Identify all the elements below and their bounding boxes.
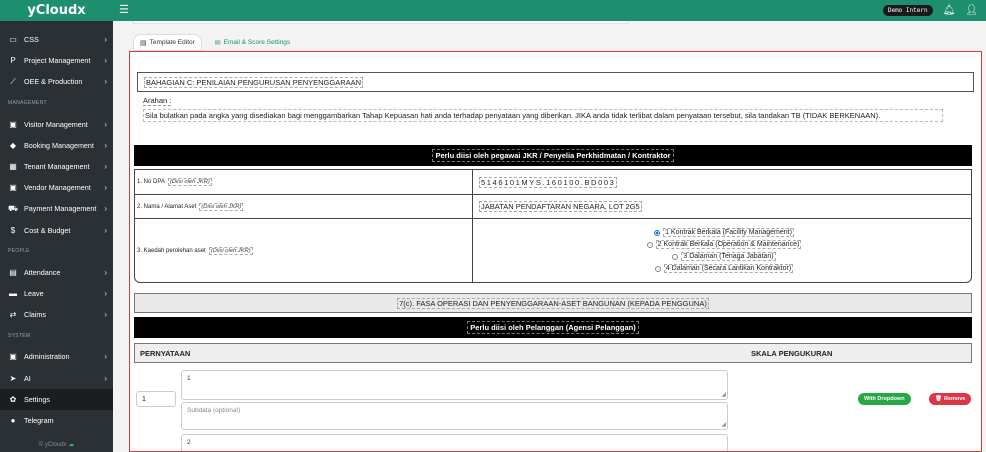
sidebar-item-oee-production[interactable] — [0, 71, 113, 92]
statement-header-row — [134, 343, 972, 363]
sidebar-item-label: Telegram — [24, 415, 54, 425]
jkr-header-text[interactable]: Perlu diisi oleh pegawai JKR / Penyelia Perkhidmatan / Kontraktor — [432, 149, 673, 162]
next-question-text: 2 — [187, 439, 191, 446]
asset-value[interactable]: JABATAN PENDAFTARAN NEGARA, LOT 2G5 — [481, 202, 640, 211]
radio-button[interactable] — [672, 254, 678, 260]
sidebar-item-leave[interactable] — [0, 283, 113, 304]
sidebar-item-telegram[interactable] — [0, 410, 113, 431]
sidebar-item-payment-management[interactable] — [0, 198, 113, 219]
method-option-radio[interactable] — [654, 228, 794, 237]
question-text-input[interactable] — [181, 370, 728, 400]
radio-button[interactable] — [654, 230, 660, 236]
nav-section-label: PEOPLE — [8, 248, 30, 255]
sidebar-nav — [0, 21, 113, 431]
chevron-right-icon: › — [104, 267, 107, 277]
sidebar-item-label: Cost & Budget — [24, 225, 71, 235]
table-row — [135, 170, 971, 195]
nav-section-label: MANAGEMENT — [8, 100, 47, 107]
col-statement: PERNYATAAN — [140, 348, 191, 358]
tag-icon: ◆ — [9, 140, 17, 150]
subdata-input[interactable] — [181, 402, 728, 430]
chevron-right-icon: › — [104, 35, 107, 45]
sidebar-item-label: Settings — [24, 394, 50, 404]
address-card-icon: ▣ — [9, 183, 17, 193]
chevron-right-icon: › — [104, 352, 107, 362]
monitor-icon: ▭ — [9, 35, 17, 45]
user-icon[interactable]: 👤︎ — [965, 5, 978, 16]
chevron-right-icon: › — [104, 56, 107, 66]
project-icon: P — [10, 56, 16, 66]
template-frame — [129, 51, 982, 452]
asset-label: 2. Nama / Alamat Aset — [137, 203, 197, 210]
sidebar-item-attendance[interactable] — [0, 262, 113, 283]
asset-note: (Diisi oleh JKR) — [201, 203, 242, 210]
sidebar-item-vendor-management[interactable] — [0, 177, 113, 198]
dpa-label-cell — [135, 170, 473, 194]
bell-icon[interactable]: 🔔︎ — [942, 5, 956, 16]
brand-logo[interactable]: yCloudx — [0, 0, 113, 21]
method-note: (Diisi oleh JKR) — [210, 247, 251, 254]
sidebar-item-label: Leave — [24, 288, 44, 298]
sidebar-item-booking-management[interactable] — [0, 135, 113, 156]
sidebar-item-claims[interactable] — [0, 304, 113, 325]
tab-label: Template Editor — [149, 39, 195, 46]
user-name-badge[interactable]: Demo Intern — [883, 5, 933, 16]
top-strip — [133, 21, 628, 24]
chevron-right-icon: › — [104, 119, 107, 129]
radio-label: 1 Kontrak Berkala (Facility Management) — [665, 229, 792, 236]
topbar — [113, 0, 986, 21]
resize-handle-icon[interactable]: ◢ — [721, 392, 726, 398]
sidebar-item-cost-budget[interactable] — [0, 220, 113, 241]
radio-label: 3 Dalaman (Tenaga Jabatan) — [683, 253, 774, 260]
arahan-label[interactable] — [143, 96, 171, 105]
remove-label: Remove — [943, 396, 966, 402]
chevron-right-icon: › — [104, 225, 107, 235]
asset-value-cell — [473, 195, 971, 218]
chevron-right-icon: › — [104, 310, 107, 320]
chevron-right-icon: › — [104, 183, 107, 193]
customer-header-text[interactable]: Perlu diisi oleh Pelanggan (Agensi Pelanggan) — [467, 321, 638, 334]
method-option-radio[interactable] — [672, 252, 775, 261]
question-number-input[interactable]: 1 — [136, 391, 176, 407]
dpa-label: 1. No DPA — [137, 179, 165, 185]
tab-label: Email & Score Settings — [223, 39, 291, 46]
hamburger-icon[interactable]: ☰ — [119, 4, 129, 16]
method-option-radio[interactable] — [647, 240, 802, 249]
chevron-right-icon: › — [104, 162, 107, 172]
chart-line-icon: ⟋ — [10, 76, 16, 86]
sidebar-item-label: Booking Management — [24, 140, 94, 150]
trash-icon: 🗑︎ — [935, 396, 942, 402]
sidebar-item-label: Claims — [24, 310, 46, 320]
phase-title-text[interactable]: 7(c). FASA OPERASI DAN PENYENGGARAAN-ASET BANGUNAN (KEPADA PENGGUNA) — [399, 298, 707, 308]
main-content — [113, 21, 986, 452]
nav-section-label: SYSTEM — [8, 332, 31, 339]
section-title-text: BAHAGIAN C: PENILAIAN PENGURUSAN PENYENGGARAAN — [146, 77, 362, 87]
chevron-right-icon: › — [104, 140, 107, 150]
id-card-icon: ▣ — [9, 119, 17, 129]
paper-plane-icon: ➤ — [9, 373, 17, 383]
building-icon: ▦ — [9, 162, 17, 172]
method-label: 3. Kaedah perolehan aset — [137, 247, 206, 254]
method-label-cell — [135, 219, 473, 282]
editor-tabs — [133, 34, 303, 51]
resize-handle-icon[interactable]: ◢ — [721, 422, 726, 428]
sidebar-item-label: Project Management — [24, 56, 91, 66]
sidebar — [0, 0, 113, 452]
cart-icon: ⛟ — [8, 203, 19, 213]
sidebar-item-label: Vendor Management — [24, 183, 91, 193]
instruction-text[interactable]: Sila bulatkan pada angka yang disediakan bagi menggambarkan Tahap Kepuasan hati anda terhadap penyataan yang diberikan. JIKA anda tidak terlibat dalam penyataan tersebut, sila tandakan TB (TIDAK BERKENAAN). — [143, 109, 943, 122]
sidebar-item-label: Payment Management — [24, 204, 97, 214]
footer-text: © yCloudx — [38, 442, 67, 448]
dollar-icon: $ — [10, 225, 16, 235]
exchange-icon: ⇄ — [9, 310, 17, 320]
radio-button[interactable] — [655, 266, 661, 272]
table-row — [135, 219, 971, 282]
sidebar-item-label: Visitor Management — [24, 119, 88, 129]
sidebar-item-label: AI — [24, 373, 31, 383]
sidebar-item-css[interactable] — [0, 29, 113, 50]
chevron-right-icon: › — [104, 373, 107, 383]
cloud-icon: ☁ — [68, 442, 75, 448]
tab-email-score-settings[interactable] — [208, 34, 297, 51]
sidebar-item-tenant-management[interactable] — [0, 156, 113, 177]
sidebar-item-label: Tenant Management — [24, 162, 90, 172]
asset-label-cell — [135, 195, 473, 218]
chevron-right-icon: › — [104, 204, 107, 214]
document-icon: ▤ — [140, 39, 147, 47]
chevron-right-icon: › — [104, 77, 107, 87]
method-option-radio[interactable] — [655, 264, 793, 273]
admin-icon: ▣ — [9, 352, 17, 362]
asset-info-table — [134, 169, 972, 283]
method-options — [473, 219, 971, 282]
sidebar-item-settings[interactable] — [0, 389, 113, 410]
dpa-value-cell — [473, 170, 971, 194]
arahan-text: Arahan : — [143, 96, 172, 105]
tab-template-editor[interactable] — [133, 34, 202, 51]
radio-label: 2 Kontrak Berkala (Operation & Maintenance) — [657, 241, 800, 248]
sidebar-footer — [0, 441, 113, 448]
briefcase-icon: ▬ — [9, 288, 17, 298]
sidebar-item-ai[interactable] — [0, 367, 113, 388]
phase-title — [134, 293, 972, 313]
sidebar-item-label: Administration — [24, 352, 70, 362]
customer-header — [134, 317, 972, 338]
dpa-value[interactable]: 5146101MYS.160100.BD003 — [481, 177, 616, 187]
sidebar-item-label: OEE & Production — [24, 77, 83, 87]
gear-icon: ✿ — [9, 394, 17, 404]
subdata-placeholder: Subdata (optional) — [187, 407, 241, 414]
radio-button[interactable] — [647, 242, 653, 248]
sidebar-item-label: Attendance — [24, 267, 61, 277]
section-title[interactable] — [137, 72, 974, 92]
jkr-header — [134, 145, 972, 166]
col-scale: SKALA PENGUKURAN — [751, 348, 833, 358]
table-row — [135, 195, 971, 219]
with-dropdown-button[interactable]: With Dropdown — [858, 393, 911, 405]
remove-button[interactable] — [929, 393, 971, 405]
next-question-text-input[interactable] — [181, 434, 728, 452]
dpa-note: (Diisi oleh JKR) — [169, 179, 210, 185]
envelope-icon: ✉ — [214, 39, 221, 47]
clipboard-icon: ▤ — [9, 267, 17, 277]
sidebar-item-project-management[interactable] — [0, 50, 113, 71]
radio-label: 4 Dalaman (Secara Lantikan Kontraktor) — [665, 265, 792, 272]
telegram-icon: ● — [10, 415, 16, 425]
sidebar-item-administration[interactable] — [0, 346, 113, 367]
chevron-right-icon: › — [104, 288, 107, 298]
sidebar-item-visitor-management[interactable] — [0, 114, 113, 135]
sidebar-item-label: CSS — [24, 35, 39, 45]
question-text: 1 — [187, 375, 191, 382]
